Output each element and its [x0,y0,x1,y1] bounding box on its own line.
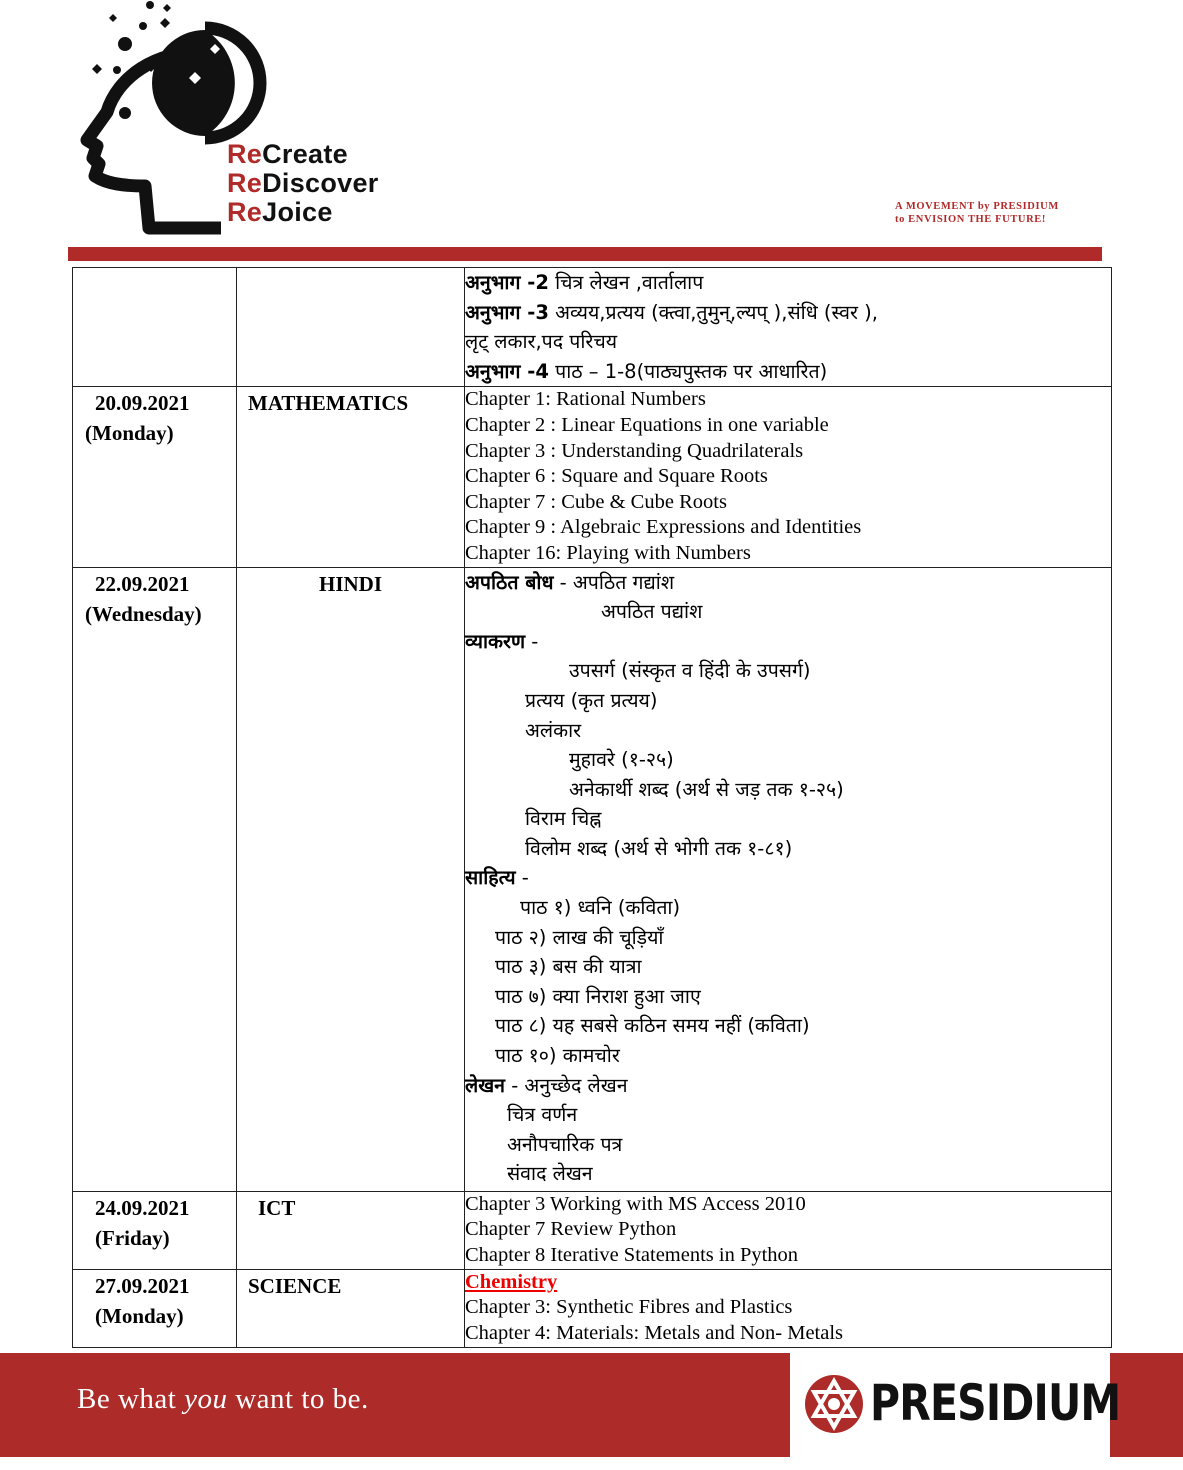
topic-text: लृट् लकार,पद परिचय [465,330,618,354]
logo-line-3: ReJoice [227,197,333,227]
exam-day: (Wednesday) [85,601,202,626]
hindi-topic-list [465,568,1111,1189]
subject-cell [237,567,465,1191]
date-cell [73,1191,237,1269]
topic-line [465,568,1111,598]
topic-section-label: लेखन [465,1073,505,1097]
date-cell [73,567,237,1191]
topic-section-label: अनुभाग -3 [465,300,549,324]
topic-text: प्रत्यय (कृत प्रत्यय) [525,688,658,712]
topic-line [465,327,1111,357]
subject-cell [237,387,465,567]
footer-banner [0,1353,1183,1457]
exam-day: (Monday) [85,421,174,446]
logo-line-2: ReDiscover [227,168,379,198]
movement-tagline [895,200,1059,226]
topic-line [465,804,1111,834]
recreate-logo [55,0,435,240]
topic-line [465,1071,1111,1101]
subject-cell [237,1269,465,1347]
topic-line [465,597,1111,627]
subject-name: ICT [258,1195,296,1220]
topic-text: - [515,866,529,890]
subject-name: SCIENCE [248,1273,342,1298]
topic-section-label: साहित्य [465,866,516,890]
topic-text: विलोम शब्द (अर्थ से भोगी तक १-८१) [525,836,793,860]
topic-text: - अनुच्छेद लेखन [505,1073,628,1097]
topic-section-label: अपठित बोध [465,570,554,594]
topic-text: अपठित पद्यांश [601,600,703,624]
topic-line [465,627,1111,657]
topic-text: पाठ २) लाख की चूड़ियाँ [495,925,664,949]
topic-line [465,982,1111,1012]
date-cell [73,268,237,387]
subject-name: MATHEMATICS [248,391,409,416]
topic-text: अनौपचारिक पत्र [507,1132,623,1156]
topic-line [465,686,1111,716]
footer-slogan: Be what you want to be. [77,1383,369,1415]
topic-section-label: व्याकरण [465,629,526,653]
topic-line [465,893,1111,923]
presidium-brand-name: PRESIDIUM [870,1374,1121,1432]
topics-cell [465,268,1112,387]
topic-text: चित्र वर्णन [507,1103,578,1127]
topic-line [465,923,1111,953]
topic-line [465,745,1111,775]
logo-wordmark [227,140,379,227]
topic-line: Chapter 16: Playing with Numbers [465,541,751,564]
topic-line [465,863,1111,893]
exam-day: (Friday) [95,1225,170,1250]
topic-line [465,656,1111,686]
table-row [73,1191,1112,1269]
topic-line [465,834,1111,864]
topic-line [465,716,1111,746]
topic-text: चित्र लेखन ,वार्तालाप [548,271,704,294]
exam-date: 20.09.2021 [95,391,190,416]
topic-text: विराम चिह्न [525,807,602,831]
topic-text: मुहावरे (१-२५) [569,748,674,772]
date-cell [73,387,237,567]
tagline-line-2: to ENVISION THE FUTURE! [895,214,1047,225]
topic-line: Chapter 1: Rational Numbers [465,388,706,411]
topic-line: Chapter 6 : Square and Square Roots [465,465,768,488]
topics-cell [465,1269,1112,1347]
topic-line: Chapter 7 Review Python [465,1218,677,1241]
tagline-line-1: A MOVEMENT by PRESIDIUM [895,201,1059,212]
subject-cell [237,268,465,387]
subject-name: HINDI [318,571,382,596]
table-row [73,387,1112,567]
topic-list [465,1295,1111,1346]
presidium-star-icon [803,1373,865,1435]
table-row [73,567,1112,1191]
topic-text: पाठ ८) यह सबसे कठिन समय नहीं (कविता) [495,1014,810,1038]
exam-date: 24.09.2021 [95,1195,190,1220]
topic-line: Chapter 4: Materials: Metals and Non- Metals [465,1321,844,1344]
topic-text: पाठ ३) बस की यात्रा [495,955,642,979]
table-row [73,268,1112,387]
topic-text: अव्यय,प्रत्यय (क्त्वा,तुमुन्,ल्यप् ),संधि (स्वर ), [548,300,878,324]
topic-line [465,268,1111,298]
topic-line [465,775,1111,805]
topic-text: अलंकार [525,718,582,742]
topic-text: पाठ १) ध्वनि (कविता) [520,896,681,920]
topic-section-label: अनुभाग -4 [465,359,549,383]
topic-list [465,387,1111,566]
topic-line: Chapter 3: Synthetic Fibres and Plastics [465,1296,793,1319]
topic-text: संवाद लेखन [507,1162,593,1186]
topic-text: - अपठित गद्यांश [553,570,675,594]
topics-cell [465,387,1112,567]
topic-line: Chapter 3 Working with MS Access 2010 [465,1192,806,1215]
topic-text: - [525,629,539,653]
topic-text: अनेकार्थी शब्द (अर्थ से जड़ तक १-२५) [569,777,844,801]
topic-section-label: अनुभाग -2 [465,271,549,294]
topics-cell [465,1191,1112,1269]
topic-line [465,1011,1111,1041]
topics-cell [465,567,1112,1191]
topic-text: पाठ – 1-8(पाठ्यपुस्तक पर आधारित) [548,359,828,383]
table-row [73,1269,1112,1347]
topic-text: उपसर्ग (संस्कृत व हिंदी के उपसर्ग) [569,659,811,683]
header-divider [68,247,1102,261]
exam-date: 27.09.2021 [95,1273,190,1298]
topic-line: Chapter 2 : Linear Equations in one variable [465,413,829,436]
exam-schedule-table [72,267,1112,1348]
topic-line [465,1041,1111,1071]
hindi-topic-list [465,268,1111,386]
topic-line [465,1159,1111,1189]
topic-line [465,1100,1111,1130]
topic-line: Chapter 7 : Cube & Cube Roots [465,490,727,513]
topic-line [465,298,1111,328]
topic-list [465,1192,1111,1269]
topic-line [465,357,1111,387]
exam-date: 22.09.2021 [95,571,190,596]
logo-line-1: ReCreate [227,139,348,169]
topic-line: Chapter 9 : Algebraic Expressions and Identities [465,516,862,539]
topic-text: पाठ १०) कामचोर [495,1044,620,1068]
topic-line [465,1130,1111,1160]
date-cell [73,1269,237,1347]
topic-line: Chapter 8 Iterative Statements in Python [465,1243,799,1266]
chemistry-heading: Chemistry [465,1270,558,1293]
topic-line [465,952,1111,982]
subject-cell [237,1191,465,1269]
topic-text: पाठ ७) क्या निराश हुआ जाए [495,984,701,1008]
topic-line: Chapter 3 : Understanding Quadrilaterals [465,439,804,462]
exam-day: (Monday) [95,1303,184,1328]
